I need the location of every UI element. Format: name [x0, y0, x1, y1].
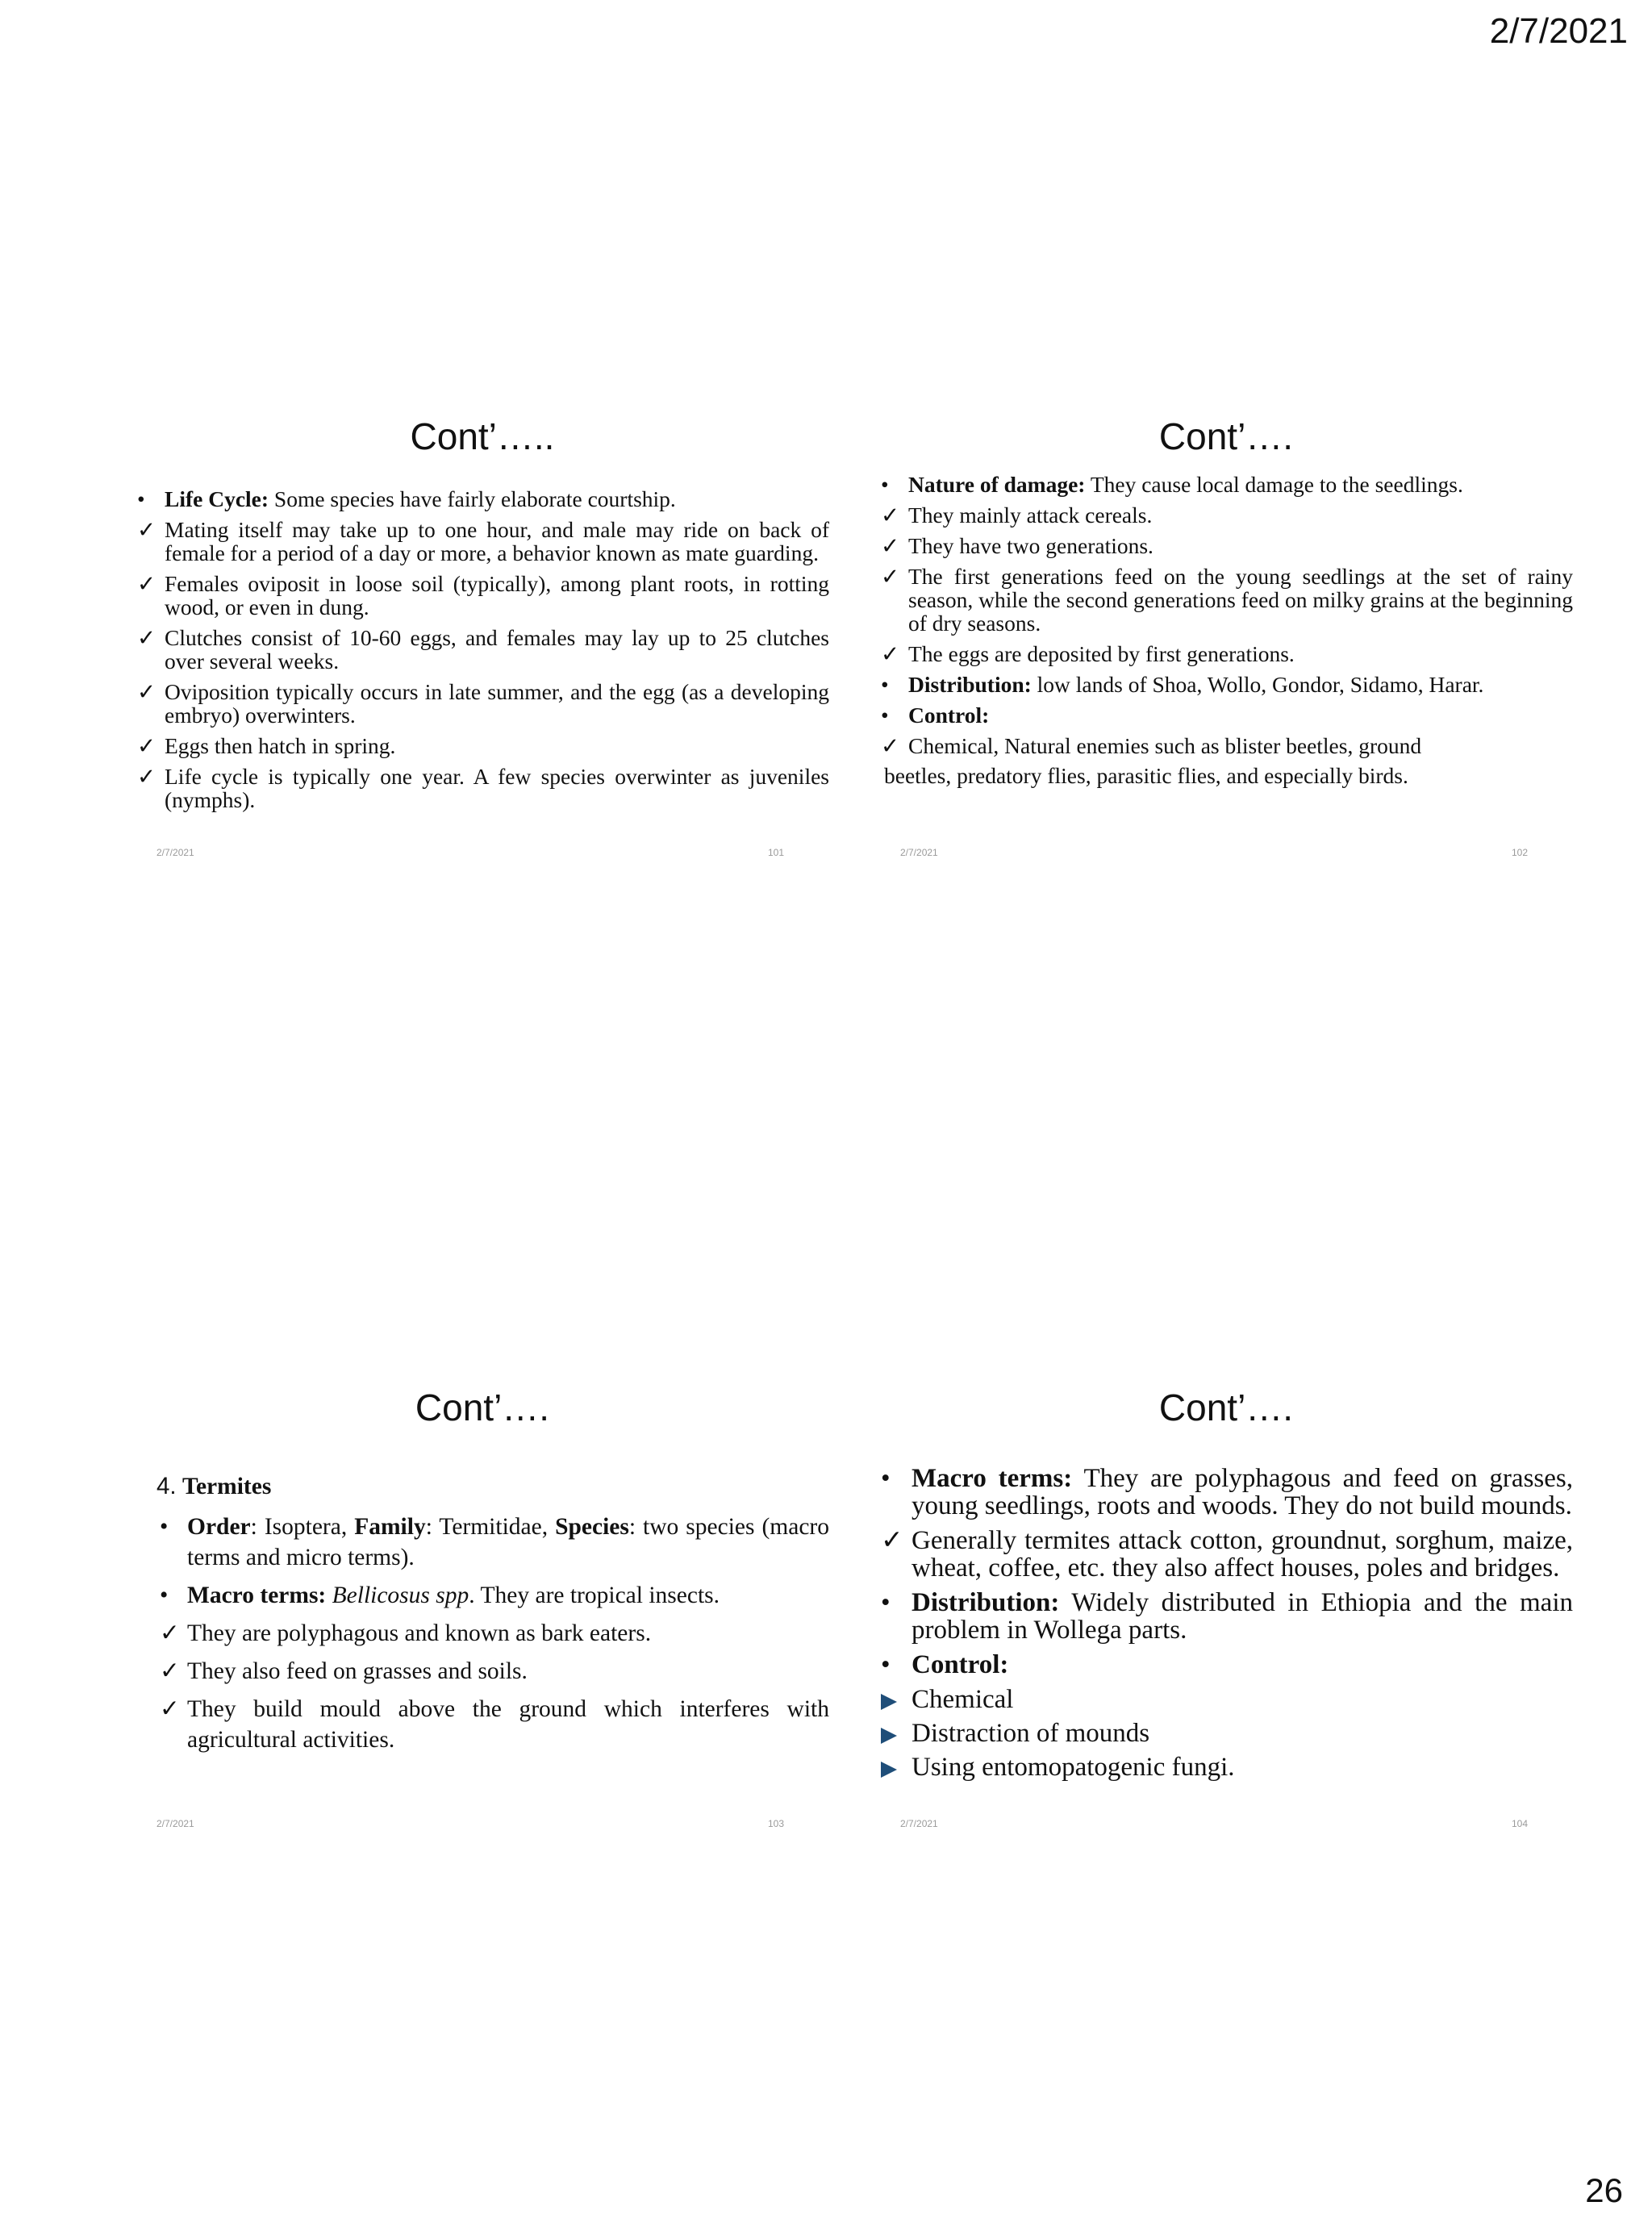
- bullet-marker: •: [160, 1583, 169, 1608]
- check-icon: ✓: [137, 625, 156, 650]
- item-text: Chemical, Natural enemies such as blister beetles, ground: [908, 733, 1422, 758]
- list-item: [158, 1512, 829, 1573]
- order-label: Order: [187, 1514, 251, 1540]
- slide-footer-date: 2/7/2021: [156, 847, 194, 858]
- item-text: Generally termites attack cotton, groundnut, sorghum, maize, wheat, coffee, etc. they also affect houses, poles and bridges.: [912, 1526, 1573, 1583]
- list-item: [136, 765, 829, 811]
- item-text: Females oviposit in loose soil (typically), among plant roots, in rotting wood, or even in dung.: [165, 571, 829, 619]
- bullet-marker: •: [881, 672, 889, 697]
- list-item: [879, 473, 1573, 496]
- arrow-bullet-icon: [881, 1694, 897, 1710]
- item-text: . They are tropical insects.: [469, 1583, 720, 1608]
- item-text: They have two generations.: [908, 533, 1153, 558]
- slide-body: [156, 1471, 829, 1762]
- bullet-marker: •: [881, 1464, 891, 1493]
- check-icon: ✓: [137, 679, 156, 704]
- item-text: The eggs are deposited by first generations.: [908, 641, 1295, 666]
- list-item: [158, 1656, 829, 1687]
- list-item: [879, 503, 1573, 527]
- slide-body: [879, 1465, 1573, 1781]
- bullet-marker: •: [881, 703, 889, 728]
- page-header-date: 2/7/2021: [1489, 11, 1628, 51]
- slide-footer-number: 103: [767, 1818, 784, 1829]
- list-item: [879, 534, 1573, 557]
- item-label: Macro terms:: [912, 1464, 1073, 1493]
- list-item: [136, 680, 829, 727]
- item-text: Clutches consist of 10-60 eggs, and females may lay up to 25 clutches over several weeks.: [165, 625, 829, 673]
- slide-title: Cont’….: [415, 1387, 550, 1428]
- check-icon: ✓: [881, 533, 900, 558]
- species-name: Bellicosus spp: [332, 1583, 469, 1608]
- slide-footer-number: 101: [767, 847, 784, 858]
- list-item: [136, 734, 829, 757]
- arrow-bullet-icon: [881, 1728, 897, 1744]
- family-value: : Termitidae,: [425, 1514, 556, 1540]
- list-item: [879, 1465, 1573, 1520]
- check-icon: ✓: [881, 564, 900, 589]
- list-item: [879, 642, 1573, 665]
- section-label: Termites: [181, 1474, 272, 1499]
- item-text: Mating itself may take up to one hour, and male may ride on back of female for a period of a day or more, a behavior known as mate guarding.: [165, 517, 829, 565]
- arrow-bullet-icon: [881, 1762, 897, 1778]
- item-text: They mainly attack cereals.: [908, 502, 1153, 528]
- item-text: They are polyphagous and known as bark eaters.: [187, 1620, 652, 1646]
- item-label: Control:: [908, 703, 990, 728]
- list-item: [158, 1694, 829, 1755]
- item-text: They also feed on grasses and soils.: [187, 1658, 528, 1684]
- list-item: [136, 518, 829, 565]
- slide-footer-date: 2/7/2021: [900, 847, 938, 858]
- bullet-marker: •: [881, 1650, 891, 1679]
- list-item: [879, 1589, 1573, 1644]
- list-item: [879, 1720, 1573, 1747]
- item-text: Eggs then hatch in spring.: [165, 733, 396, 758]
- section-heading: [156, 1471, 829, 1502]
- item-text: They build mould above the ground which interferes with agricultural activities.: [187, 1696, 829, 1753]
- bullet-marker: •: [137, 486, 145, 511]
- item-label: Nature of damage:: [908, 472, 1086, 497]
- list-item: [136, 487, 829, 511]
- check-icon: ✓: [160, 1620, 180, 1646]
- slide-103: [136, 1378, 829, 1829]
- slide-title: Cont’….: [1158, 1387, 1294, 1428]
- list-item: [879, 1651, 1573, 1678]
- species-label: Species: [555, 1514, 629, 1540]
- order-value: : Isoptera,: [250, 1514, 355, 1540]
- list-item: [879, 1754, 1573, 1781]
- list-item: [879, 565, 1573, 635]
- list-item: [879, 673, 1573, 696]
- list-item: [879, 1686, 1573, 1713]
- list-item: [879, 703, 1573, 727]
- page-number: 26: [1585, 2171, 1623, 2209]
- slide-101: [136, 407, 829, 858]
- list-item: [879, 1527, 1573, 1582]
- bullet-marker: •: [160, 1514, 169, 1540]
- family-label: Family: [354, 1514, 426, 1540]
- item-label: Distribution:: [912, 1588, 1060, 1617]
- section-number: 4.: [156, 1473, 177, 1499]
- check-icon: ✓: [137, 733, 156, 758]
- check-icon: ✓: [137, 517, 156, 542]
- slide-footer-number: 104: [1511, 1818, 1528, 1829]
- item-text: Using entomopatogenic fungi.: [912, 1753, 1235, 1782]
- item-text: Life cycle is typically one year. A few species overwinter as juveniles (nymphs).: [165, 764, 829, 812]
- item-label: Control:: [912, 1650, 1009, 1679]
- bullet-marker: •: [881, 1588, 891, 1617]
- item-text: Widely distributed in Ethiopia and the main problem in Wollega parts.: [912, 1588, 1573, 1645]
- check-icon: ✓: [160, 1696, 180, 1722]
- slide-104: [879, 1378, 1573, 1829]
- item-label: Distribution:: [908, 672, 1032, 697]
- slide-body: [136, 487, 829, 819]
- check-icon: ✓: [137, 571, 156, 596]
- slide-footer-date: 2/7/2021: [900, 1818, 938, 1829]
- list-item: [158, 1580, 829, 1611]
- check-icon: ✓: [881, 641, 900, 666]
- list-item-continuation: [879, 764, 1573, 787]
- item-text: Chemical: [912, 1685, 1014, 1714]
- item-label: Macro terms:: [187, 1583, 327, 1608]
- slide-title: Cont’….: [1158, 415, 1294, 457]
- list-item: [136, 572, 829, 619]
- item-text: low lands of Shoa, Wollo, Gondor, Sidamo, Harar.: [1031, 672, 1484, 697]
- check-icon: ✓: [881, 733, 900, 758]
- slide-102: [879, 407, 1573, 858]
- item-text: Oviposition typically occurs in late summer, and the egg (as a developing embryo) overwinters.: [165, 679, 829, 728]
- slide-title: Cont’…..: [410, 415, 555, 457]
- item-text: beetles, predatory flies, parasitic flies, and especially birds.: [884, 763, 1408, 788]
- item-label: Life Cycle:: [165, 486, 269, 511]
- item-text: Distraction of mounds: [912, 1719, 1150, 1748]
- check-icon: ✓: [137, 764, 156, 789]
- slide-body: [879, 473, 1573, 794]
- item-text: The first generations feed on the young seedlings at the set of rainy season, while the second generations feed on milky grains at the beginning of dry seasons.: [908, 564, 1573, 636]
- list-item: [879, 734, 1573, 757]
- species-value: : two species (macro terms and micro terms).: [187, 1514, 829, 1570]
- check-icon: ✓: [881, 1526, 903, 1555]
- bullet-marker: •: [881, 472, 889, 497]
- list-item: [136, 626, 829, 673]
- check-icon: ✓: [881, 502, 900, 528]
- item-text: They cause local damage to the seedlings.: [1085, 472, 1463, 497]
- slide-footer-date: 2/7/2021: [156, 1818, 194, 1829]
- slide-footer-number: 102: [1511, 847, 1528, 858]
- list-item: [158, 1618, 829, 1649]
- item-text: Some species have fairly elaborate courtship.: [269, 486, 676, 511]
- check-icon: ✓: [160, 1658, 180, 1684]
- item-text: They are polyphagous and feed on grasses, young seedlings, roots and woods. They do not build mounds.: [912, 1464, 1573, 1520]
